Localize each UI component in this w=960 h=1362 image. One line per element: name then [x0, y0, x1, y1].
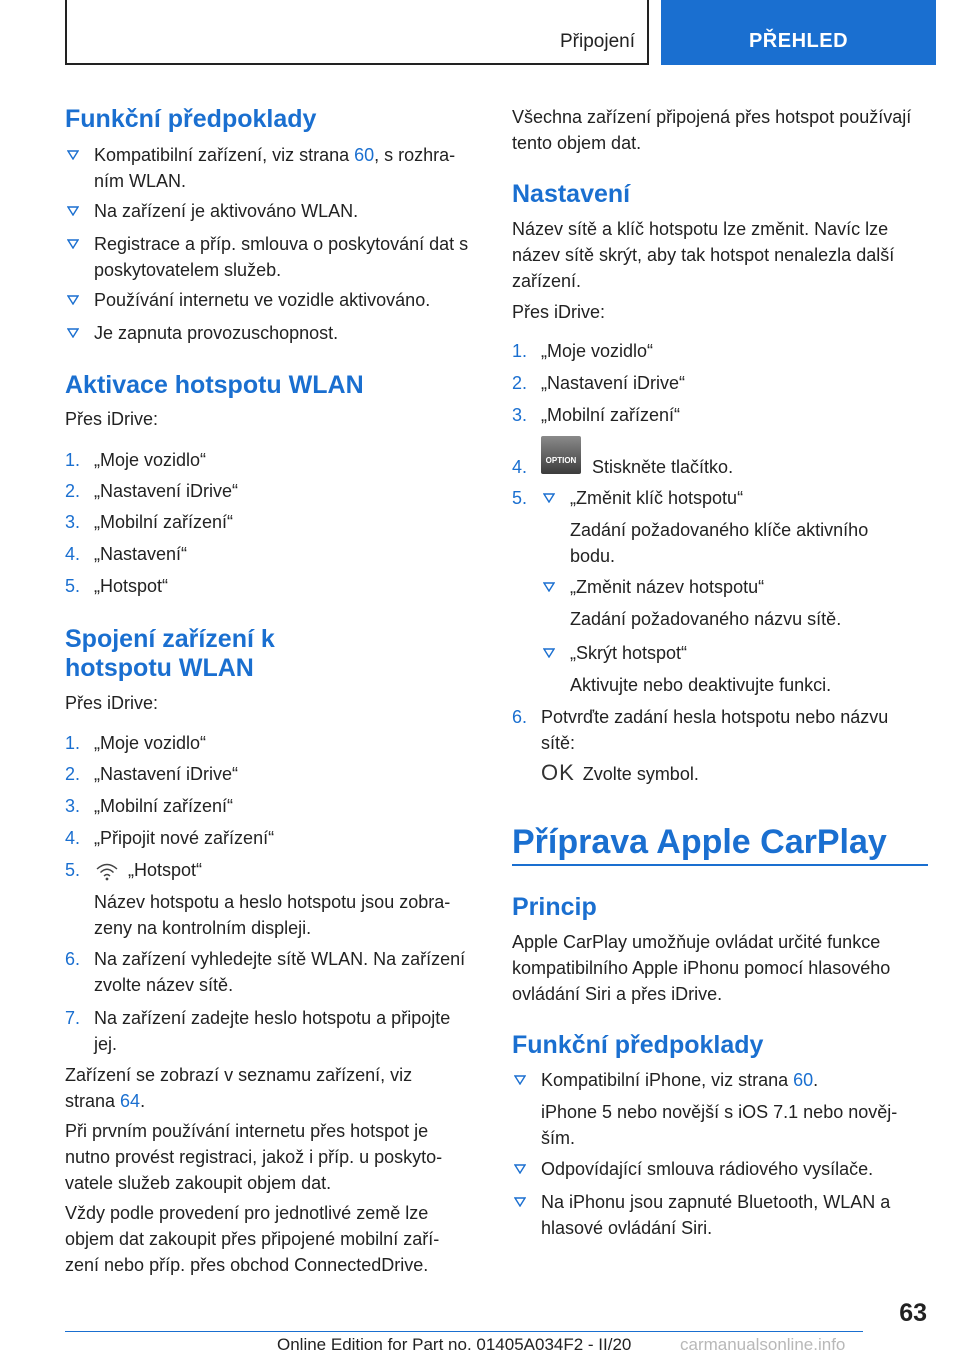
list-item: 3. „Mobilní zařízení“ — [65, 512, 234, 532]
list-item: 4. „Nastavení“ — [65, 544, 188, 564]
bullet-triangle-icon — [543, 648, 555, 658]
section-title-prerequisites: Funkční předpoklady — [65, 105, 317, 133]
footer-watermark: carmanualsonline.info — [680, 1335, 846, 1354]
sub-list-item: „Změnit název hotspotu“ Zadání požadovaného názvu sítě. — [541, 574, 928, 632]
section-title-settings: Nastavení — [512, 180, 631, 208]
page-link[interactable]: 60 — [793, 1070, 814, 1090]
paragraph: Při prvním používání internetu přes hotspot je nutno provést registraci, jakož i příp. u poskyto- vatele služeb zakoupit objem dat. — [65, 1121, 443, 1193]
sub-list-item: „Skrýt hotspot“ Aktivujte nebo deaktivujte funkci. — [541, 640, 928, 698]
list-item: 6. Potvrďte zadání hesla hotspotu nebo názvu sítě: — [512, 707, 889, 753]
list-item: 7. Na zařízení zadejte heslo hotspotu a připojte jej. — [65, 1008, 451, 1054]
list-item: 3. „Mobilní zařízení“ — [65, 796, 234, 816]
chapter-title-rule — [512, 864, 928, 866]
list-item: 5. „Hotspot“ Název hotspotu a heslo hotspotu jsou zobra- zeny na kontrolním displeji. — [65, 860, 451, 938]
section-title-connect-device-l2: hotspotu WLAN — [65, 654, 254, 682]
bullet-triangle-icon — [514, 1075, 526, 1085]
paragraph: Apple CarPlay umožňuje ovládat určité funkce kompatibilního Apple iPhonu pomocí hlasového ovládání Siri a přes iDrive. — [512, 932, 891, 1004]
bullet-triangle-icon — [543, 493, 555, 503]
bullet-triangle-icon — [67, 206, 79, 216]
intro-text: Přes iDrive: — [512, 302, 606, 322]
header-tab-label: PŘEHLED — [748, 30, 849, 52]
list-item: Používání internetu ve vozidle aktivováno. — [65, 287, 477, 313]
bullet-triangle-icon — [514, 1164, 526, 1174]
list-item: 5. „Hotspot“ — [65, 576, 169, 596]
section-title-carplay-prerequisites: Funkční předpoklady — [512, 1031, 764, 1059]
page-link[interactable]: 60 — [354, 145, 375, 165]
ok-symbol-icon: OK — [541, 760, 575, 785]
list-item: 4. OPTION Stiskněte tlačítko. — [512, 436, 928, 480]
list-item: Registrace a příp. smlouva o poskytování dat s poskytovatelem služeb. — [65, 231, 477, 283]
list-item: 2. „Nastavení iDrive“ — [65, 481, 239, 501]
footer-rule — [65, 1331, 863, 1332]
chapter-title: Příprava Apple CarPlay — [512, 823, 887, 861]
list-item: Na iPhonu jsou zapnuté Bluetooth, WLAN a hlasové ovládání Siri. — [512, 1189, 928, 1241]
list-item: 2. „Nastavení iDrive“ — [512, 373, 686, 393]
list-item: 3. „Mobilní zařízení“ — [512, 405, 681, 425]
list-item-note: OK Zvolte symbol. — [541, 760, 699, 785]
bullet-triangle-icon — [543, 582, 555, 592]
list-item: 6. Na zařízení vyhledejte sítě WLAN. Na zařízení zvolte název sítě. — [65, 949, 466, 995]
section-title-principle: Princip — [512, 893, 597, 921]
paragraph: Všechna zařízení připojená přes hotspot používají tento objem dat. — [512, 107, 912, 153]
wifi-hotspot-icon — [94, 860, 120, 882]
list-item: 2. „Nastavení iDrive“ — [65, 764, 239, 784]
list-item: 1. „Moje vozidlo“ — [512, 341, 654, 361]
bullet-triangle-icon — [514, 1197, 526, 1207]
header-section-box — [65, 0, 649, 65]
list-item: 4. „Připojit nové zařízení“ — [65, 828, 275, 848]
paragraph: Zařízení se zobrazí v seznamu zařízení, viz strana 64. — [65, 1065, 413, 1111]
bullet-triangle-icon — [67, 328, 79, 338]
bullet-triangle-icon — [67, 239, 79, 249]
paragraph: Název sítě a klíč hotspotu lze změnit. Navíc lze název sítě skrýt, aby tak hotspot nenalezla další zařízení. — [512, 219, 895, 291]
list-item: Odpovídající smlouva rádiového vysílače. — [512, 1156, 928, 1182]
section-title-connect-device-l1: Spojení zařízení k — [65, 625, 275, 653]
list-item: Na zařízení je aktivováno WLAN. — [65, 198, 477, 224]
intro-text: Přes iDrive: — [65, 693, 159, 713]
page-link[interactable]: 64 — [120, 1091, 141, 1111]
section-title-hotspot-activation: Aktivace hotspotu WLAN — [65, 371, 364, 399]
footer-edition: Online Edition for Part no. 01405A034F2 - II/20 — [277, 1335, 632, 1354]
list-item: Je zapnuta provozuschopnost. — [65, 320, 477, 346]
header-section-title: Připojení — [560, 31, 635, 52]
option-button-icon: OPTION — [541, 436, 581, 474]
bullet-triangle-icon — [67, 295, 79, 305]
list-item: Kompatibilní zařízení, viz strana 60, s rozhra- ním WLAN. — [65, 142, 477, 194]
list-item: 1. „Moje vozidlo“ — [65, 450, 207, 470]
page-number: 63 — [899, 1299, 927, 1327]
header-tab-overview[interactable] — [661, 0, 936, 65]
list-item: Kompatibilní iPhone, viz strana 60. iPhone 5 nebo novější s iOS 7.1 nebo nověj- ším. — [512, 1067, 928, 1151]
list-item: 1. „Moje vozidlo“ — [65, 733, 207, 753]
sub-list-item: „Změnit klíč hotspotu“ Zadání požadovaného klíče aktivního bodu. — [541, 485, 928, 569]
paragraph: Vždy podle provedení pro jednotlivé země lze objem dat zakoupit přes připojené mobilní zaří- zení nebo příp. přes obchod ConnectedDrive. — [65, 1203, 440, 1275]
intro-text: Přes iDrive: — [65, 409, 159, 429]
bullet-triangle-icon — [67, 150, 79, 160]
